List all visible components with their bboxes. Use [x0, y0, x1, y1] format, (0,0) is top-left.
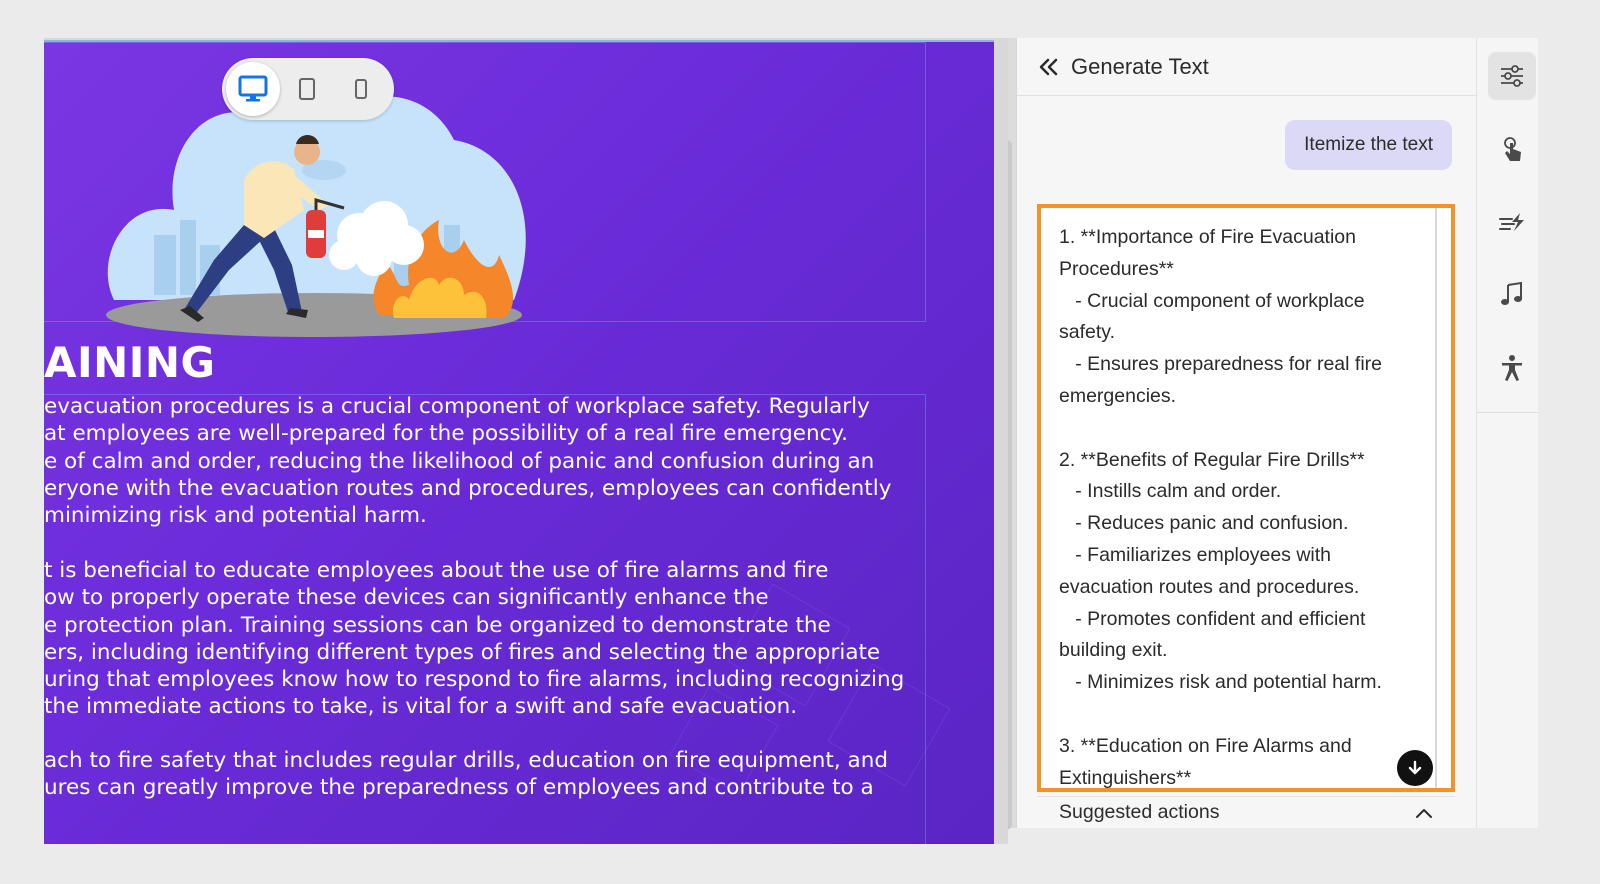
suggested-actions-toggle[interactable] — [1037, 796, 1455, 828]
mobile-icon — [354, 78, 368, 100]
right-tool-rail — [1476, 38, 1538, 828]
animation-icon — [1498, 211, 1526, 233]
touch-icon — [1499, 136, 1525, 164]
generate-text-panel — [1016, 38, 1476, 828]
rail-settings-button[interactable] — [1488, 52, 1536, 100]
generated-response-text: 1. **Importance of Fire Evacuation Procedures** - Crucial component of workplace safety. - Ensures preparedness for real fire emergencies. 2. **Benefits of Regular Fire Drills** - Instills calm and order. - Reduces panic and confusion. - Familiarizes employees with evacuation routes and procedures. - Promotes confident and efficient building exit. - Minimizes risk and potential harm. 3. **Education on Fire Alarms and Extinguishers** — [1059, 226, 1382, 788]
paragraph-line: uring that employees know how to respond to fire alarms, including recognizing — [44, 667, 905, 693]
rail-audio-button[interactable] — [1488, 270, 1536, 318]
panel-header — [1017, 38, 1477, 96]
desktop-icon — [238, 75, 268, 103]
paragraph-line: ach to fire safety that includes regular drills, education on fire equipment, and — [44, 748, 888, 773]
panel-title: Generate Text — [1071, 53, 1209, 79]
paragraph-line: minimizing risk and potential harm. — [44, 503, 427, 529]
suggested-actions-label: Suggested actions — [1059, 801, 1220, 823]
canvas-area — [44, 38, 1008, 844]
music-icon — [1500, 281, 1524, 307]
rail-animation-button[interactable] — [1488, 198, 1536, 246]
paragraph-line: ers, including identifying different types of fires and selecting the appropriate — [44, 639, 881, 665]
paragraph-line: t is beneficial to educate employees about the use of fire alarms and fire — [44, 558, 829, 583]
slide-heading[interactable]: AINING — [44, 338, 216, 387]
paragraph-line: ures can greatly improve the preparedness of employees and contribute to a — [44, 775, 874, 801]
response-scroll-area[interactable] — [1041, 208, 1431, 788]
double-chevron-left-icon — [1038, 58, 1060, 76]
scroll-down-button[interactable] — [1397, 750, 1433, 786]
paragraph-line: ow to properly operate these devices can significantly enhance the — [44, 585, 769, 611]
paragraph-line: evacuation procedures is a crucial component of workplace safety. Regularly — [44, 394, 870, 419]
sliders-icon — [1499, 64, 1525, 88]
paragraph-line: the immediate actions to take, is vital for a swift and safe evacuation. — [44, 694, 798, 720]
user-prompt-bubble: Itemize the text — [1285, 120, 1452, 170]
paragraph-line: e of calm and order, reducing the likelihood of panic and confusion during an — [44, 448, 875, 474]
desktop-view-button[interactable] — [226, 62, 280, 116]
slide-paragraph[interactable] — [44, 393, 924, 529]
rail-accessibility-button[interactable] — [1488, 344, 1536, 392]
arrow-down-icon — [1407, 760, 1423, 776]
generated-response-box[interactable] — [1037, 204, 1455, 792]
accessibility-icon — [1500, 354, 1524, 382]
rail-interaction-button[interactable] — [1488, 126, 1536, 174]
tablet-icon — [298, 77, 316, 101]
chevron-up-icon — [1415, 807, 1433, 819]
device-preview-toolbar — [222, 58, 394, 120]
slide-paragraph[interactable] — [44, 557, 924, 721]
rail-divider — [1476, 412, 1538, 413]
slide[interactable] — [44, 40, 994, 844]
mobile-view-button[interactable] — [334, 62, 388, 116]
paragraph-line: at employees are well-prepared for the possibility of a real fire emergency. — [44, 421, 848, 447]
back-button[interactable] — [1033, 51, 1065, 83]
tablet-view-button[interactable] — [280, 62, 334, 116]
response-scrollbar[interactable] — [1435, 208, 1437, 788]
paragraph-line: eryone with the evacuation routes and procedures, employees can confidently — [44, 475, 892, 501]
slide-paragraph[interactable] — [44, 747, 924, 802]
paragraph-line: e protection plan. Training sessions can be organized to demonstrate the — [44, 612, 831, 638]
